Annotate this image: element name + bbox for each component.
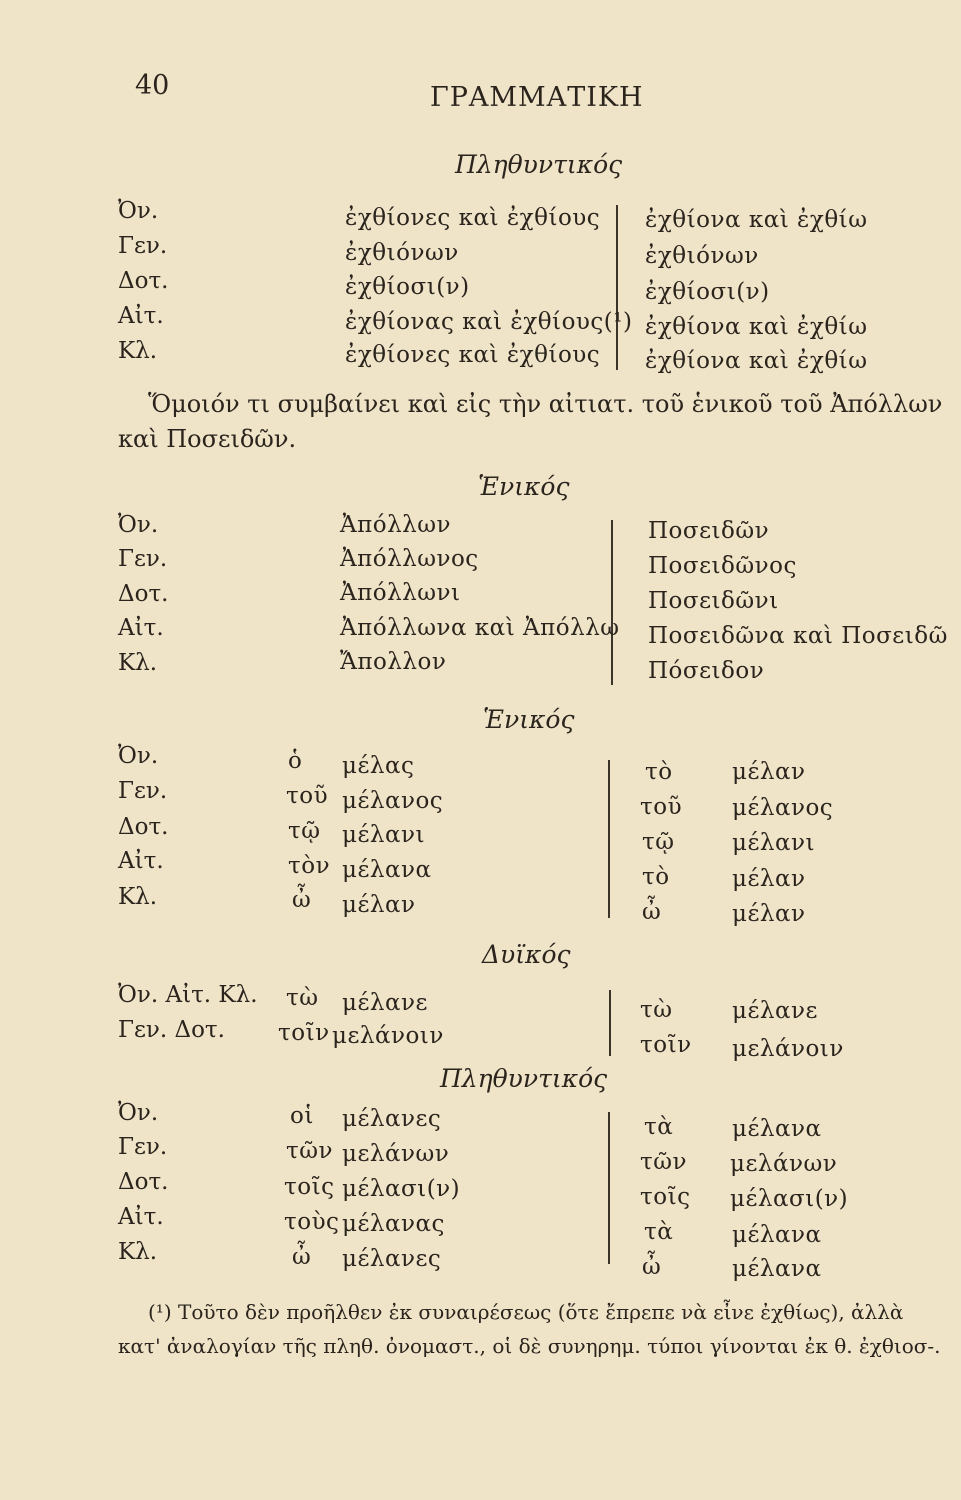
table5-article: ὦ (292, 1244, 312, 1270)
table3-divider (608, 760, 610, 918)
table3-left-form: μέλανα (342, 857, 432, 883)
table5-heading: Πληθυντικός (440, 1064, 608, 1093)
table2-case: Ὀν. (118, 512, 159, 538)
table4-left-form: μελάνοιν (332, 1023, 444, 1049)
table3-article: τῷ (288, 818, 321, 844)
table5-article-right: τῶν (640, 1149, 687, 1175)
table5-article-right: ὦ (642, 1254, 662, 1280)
table1-case: Κλ. (118, 338, 158, 364)
table4-left-form: μέλανε (342, 990, 428, 1016)
table5-left-form: μέλανες (342, 1246, 442, 1272)
table2-right-form: Ποσειδῶνι (648, 588, 779, 614)
table4-case: Ὀν. Αἰτ. Κλ. (118, 982, 258, 1008)
table2-right-form: Ποσειδῶνος (648, 553, 797, 579)
table3-article: τοῦ (286, 783, 329, 809)
table5-article: τοῖς (284, 1174, 335, 1200)
table2-left-form: Ἀπόλλωνι (340, 580, 461, 606)
table5-case: Ὀν. (118, 1100, 159, 1126)
table5-case: Αἰτ. (118, 1204, 164, 1230)
table5-left-form: μελάνων (342, 1141, 450, 1167)
table3-right-form: μέλαν (732, 759, 806, 785)
table2-left-form: Ἀπόλλωνα καὶ Ἀπόλλω (340, 615, 620, 641)
table5-case: Κλ. (118, 1239, 158, 1265)
table2-right-form: Ποσειδῶνα καὶ Ποσειδῶ (648, 623, 948, 649)
table1-left-form: ἐχθίονες καὶ ἐχθίους (345, 205, 601, 231)
page-number: 40 (135, 70, 170, 101)
table1-left-form: ἐχθίοσι(ν) (345, 274, 470, 300)
table5-article: τοὺς (284, 1209, 340, 1235)
table5-article-right: τὰ (644, 1219, 674, 1245)
table4-right-form: μέλανε (732, 998, 818, 1024)
table1-right-form: ἐχθίονα καὶ ἐχθίω (645, 348, 868, 374)
table5-right-form: μελάνων (730, 1151, 838, 1177)
table4-article: τὼ (286, 985, 319, 1011)
table4-article-right: τὼ (640, 997, 673, 1023)
table4-heading: Δυϊκός (482, 940, 571, 969)
table3-case: Αἰτ. (118, 848, 164, 874)
table3-left-form: μέλαν (342, 892, 416, 918)
table1-case: Γεν. (118, 233, 168, 259)
table2-heading: Ἑνικός (478, 472, 570, 501)
table5-case: Δοτ. (118, 1169, 169, 1195)
table5-right-form: μέλανα (732, 1256, 822, 1282)
table2-case: Αἰτ. (118, 615, 164, 641)
table1-right-form: ἐχθίονα καὶ ἐχθίω (645, 314, 868, 340)
table3-article: τὸν (288, 853, 331, 879)
table5-right-form: μέλασι(ν) (730, 1186, 849, 1212)
table5-left-form: μέλασι(ν) (342, 1176, 461, 1202)
table1-right-form: ἐχθίοσι(ν) (645, 279, 770, 305)
table5-article-right: τοῖς (640, 1184, 691, 1210)
table1-left-form: ἐχθίονες καὶ ἐχθίους (345, 342, 601, 368)
table3-left-form: μέλανος (342, 788, 444, 814)
table2-case: Δοτ. (118, 581, 169, 607)
table5-divider (608, 1112, 610, 1264)
table4-case: Γεν. Δοτ. (118, 1017, 225, 1043)
table3-right-form: μέλανος (732, 795, 834, 821)
table5-article: οἱ (290, 1103, 314, 1129)
table1-heading: Πληθυντικός (455, 150, 623, 179)
table3-case: Κλ. (118, 884, 158, 910)
table3-heading: Ἑνικός (483, 705, 575, 734)
table5-left-form: μέλανες (342, 1106, 442, 1132)
table5-case: Γεν. (118, 1134, 168, 1160)
table3-article-right: τὸ (645, 759, 673, 785)
table2-right-form: Πόσειδον (648, 658, 765, 684)
table3-left-form: μέλανι (342, 822, 425, 848)
table2-left-form: Ἄπολλον (340, 649, 447, 675)
table3-article: ὁ (288, 748, 303, 774)
table1-divider (616, 205, 618, 370)
table3-article-right: ὦ (642, 899, 662, 925)
table5-left-form: μέλανας (342, 1211, 445, 1237)
table1-left-form: ἐχθίονας καὶ ἐχθίους(¹) (345, 309, 633, 335)
table2-right-form: Ποσειδῶν (648, 518, 770, 544)
table1-right-form: ἐχθίονα καὶ ἐχθίω (645, 207, 868, 233)
table3-article: ὦ (292, 887, 312, 913)
table1-case: Ὀν. (118, 198, 159, 224)
table4-divider (609, 990, 611, 1056)
table4-article: τοῖν (278, 1020, 330, 1046)
table1-case: Αἰτ. (118, 303, 164, 329)
table5-right-form: μέλανα (732, 1222, 822, 1248)
table2-left-form: Ἀπόλλων (340, 512, 451, 538)
table5-article: τῶν (286, 1138, 333, 1164)
table1-right-form: ἐχθιόνων (645, 243, 759, 269)
table1-case: Δοτ. (118, 268, 169, 294)
table3-left-form: μέλας (342, 753, 415, 779)
table4-right-form: μελάνοιν (732, 1036, 844, 1062)
footnote-line-1: (¹) Τοῦτο δὲν προῆλθεν ἐκ συναιρέσεως (ὅτε ἔπρεπε νὰ εἶνε ἐχθίως), ἀλλὰ (148, 1300, 904, 1324)
table3-right-form: μέλανι (732, 830, 815, 856)
table2-case: Κλ. (118, 650, 158, 676)
footnote-line-2: κατ' ἀναλογίαν τῆς πληθ. ὀνομαστ., οἱ δὲ συνηρημ. τύποι γίνονται ἐκ θ. ἐχθιοσ-. (118, 1334, 941, 1358)
table3-case: Γεν. (118, 778, 168, 804)
table4-article-right: τοῖν (640, 1032, 692, 1058)
table3-case: Ὀν. (118, 743, 159, 769)
table3-article-right: τῷ (642, 829, 675, 855)
table5-right-form: μέλανα (732, 1116, 822, 1142)
table3-right-form: μέλαν (732, 901, 806, 927)
table2-divider (611, 520, 613, 685)
running-head: ΓΡΑΜΜΑΤΙΚΗ (430, 82, 644, 113)
table3-article-right: τὸ (642, 864, 670, 890)
table2-left-form: Ἀπόλλωνος (340, 546, 479, 572)
table3-case: Δοτ. (118, 814, 169, 840)
table3-article-right: τοῦ (640, 794, 683, 820)
prose-line-2: καὶ Ποσειδῶν. (118, 425, 297, 453)
prose-line-1: Ὅμοιόν τι συμβαίνει καὶ εἰς τὴν αἰτιατ. τοῦ ἑνικοῦ τοῦ Ἀπόλλων (148, 390, 943, 418)
table2-case: Γεν. (118, 546, 168, 572)
table1-left-form: ἐχθιόνων (345, 240, 459, 266)
table3-right-form: μέλαν (732, 866, 806, 892)
table5-article-right: τὰ (644, 1114, 674, 1140)
